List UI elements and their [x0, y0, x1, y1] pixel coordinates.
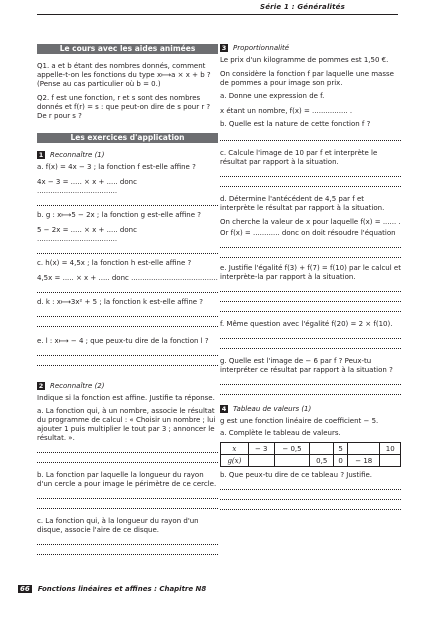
section-title-text: Reconnaître (1) [50, 151, 105, 159]
table-cell[interactable] [310, 443, 334, 455]
table-cell: x [221, 443, 249, 455]
answer-line[interactable] [37, 283, 218, 293]
page-footer [18, 585, 206, 593]
exercise-1d: d. k : x⟼3x² + 5 ; la fonction k est-elle affine ? [37, 298, 204, 306]
exercise-3c: c. Calcule l'image de 10 par f et interprète le résultat par rapport à la situation. [220, 149, 378, 166]
answer-line[interactable] [220, 329, 401, 339]
table-row [221, 443, 401, 455]
exercise-4-intro: g est une fonction linéaire de coefficient − 5. [220, 417, 379, 425]
exercise-1c-fill: 4,5x = ..... × x + ..... donc ....................................... [37, 274, 218, 282]
section-3-title [220, 44, 401, 52]
values-table [220, 442, 401, 467]
answer-line[interactable] [220, 490, 401, 500]
section-title-text: Proportionnalité [233, 44, 290, 52]
answer-line[interactable] [220, 248, 401, 258]
exercise-3d: d. Détermine l'antécédent de 4,5 par f et interprète le résultat par rapport à la situation. [220, 195, 385, 212]
exercise-3b: b. Quelle est la nature de cette fonction f ? [220, 120, 371, 128]
answer-line[interactable] [220, 500, 401, 510]
exercise-2c: c. La fonction qui, à la longueur du rayon d'un disque, associe l'aire de ce disque. [37, 517, 199, 534]
section-title-text: Tableau de valeurs (1) [233, 405, 312, 413]
table-cell: g(x) [221, 455, 249, 467]
section-number: 4 [221, 405, 227, 413]
table-cell[interactable]: − 18 [348, 455, 380, 467]
exercise-1e: e. l : x⟼ − 4 ; que peux-tu dire de la fonction l ? [37, 337, 209, 345]
answer-line[interactable] [220, 238, 401, 248]
table-cell[interactable] [380, 455, 401, 467]
answer-line[interactable] [37, 307, 218, 317]
exercise-1b: b. g : x⟼5 − 2x ; la fonction g est-elle affine ? [37, 211, 201, 219]
chapter-title: Fonctions linéaires et affines : Chapitre N8 [37, 585, 207, 593]
exercise-2-intro: Indique si la fonction est affine. Justifie ta réponse. [37, 394, 215, 402]
exercise-3f: f. Même question avec l'égalité f(20) = 2 × f(10). [220, 320, 393, 328]
section-title-text: Reconnaître (2) [50, 382, 105, 390]
table-cell[interactable]: 0,5 [310, 455, 334, 467]
page-number: 66 [20, 585, 30, 593]
answer-line[interactable] [37, 317, 218, 327]
exercise-3d-fill-2: Or f(x) = ............ donc on doit résoudre l'équation [220, 229, 396, 237]
exercise-4a: a. Complète le tableau de valeurs. [220, 429, 341, 437]
exercise-2a: a. La fonction qui, à un nombre, associe le résultat du programme de calcul : « Choisir un nombre ; lui ajouter 1 puis multiplier le tout par 3 ; annoncer le résultat. ». [37, 407, 216, 442]
table-cell[interactable] [248, 455, 274, 467]
answer-line[interactable] [220, 302, 401, 312]
exercise-3e: e. Justifie l'égalité f(3) + f(7) = f(10) par le calcul et interprète-la par rapport à la situation. [220, 264, 401, 281]
exercise-3d-fill-1: On cherche la valeur de x pour laquelle f(x) = ...... . [220, 218, 401, 226]
answer-line[interactable] [37, 545, 218, 555]
exercise-1c: c. h(x) = 4,5x ; la fonction h est-elle affine ? [37, 259, 192, 267]
series-title: Série 1 : Généralités [259, 3, 345, 11]
exercise-1a: a. f(x) = 4x − 3 ; la fonction f est-elle affine ? [37, 163, 196, 171]
answer-line[interactable] [37, 443, 218, 453]
answer-line[interactable] [37, 499, 218, 509]
exercise-2b: b. La fonction par laquelle la longueur du rayon d'un cercle a pour image le périmètre de ce cercle. [37, 471, 217, 488]
section-4-title [220, 405, 401, 413]
table-cell[interactable]: 0 [334, 455, 348, 467]
answer-line[interactable] [37, 346, 218, 356]
exercise-3a-fill: x étant un nombre, f(x) = ................ . [220, 107, 353, 115]
answer-line[interactable] [220, 480, 401, 490]
table-cell[interactable]: − 3 [248, 443, 274, 455]
answer-line[interactable] [220, 292, 401, 302]
section-number: 2 [38, 382, 44, 390]
answer-line[interactable] [220, 339, 401, 349]
section-number: 3 [221, 44, 227, 52]
question-q2: Q2. f est une fonction, r et s sont des nombres donnés et f(r) = s : que peut-on dire de s pour r ? De r pour s ? [37, 94, 211, 120]
answer-line[interactable] [220, 177, 401, 187]
section-2-title [37, 382, 218, 390]
answer-line[interactable] [220, 131, 401, 141]
section-1-title [37, 151, 218, 159]
answer-line[interactable] [220, 375, 401, 385]
page-header [0, 0, 435, 14]
answer-line[interactable] [220, 282, 401, 292]
exercise-3g: g. Quelle est l'image de − 6 par f ? Peux-tu interpréter ce résultat par rapport à la situation ? [220, 357, 393, 374]
table-cell[interactable]: 5 [334, 443, 348, 455]
exercise-4b: b. Que peux-tu dire de ce tableau ? Justifie. [220, 471, 373, 479]
question-q1: Q1. a et b étant des nombres donnés, comment appelle-t-on les fonctions du type x⟼a × x + b ? (Pense au cas particulier où b = 0.) [37, 62, 211, 88]
table-cell[interactable] [274, 455, 310, 467]
header-rule [37, 14, 398, 15]
answer-line[interactable] [37, 535, 218, 545]
exercise-3-intro-2: On considère la fonction f par laquelle une masse de pommes a pour image son prix. [220, 70, 394, 87]
table-row [221, 455, 401, 467]
answer-line[interactable] [37, 356, 218, 366]
exercises-banner: Les exercices d'application [37, 133, 218, 143]
exercise-3a: a. Donne une expression de f. [220, 92, 325, 100]
answer-line[interactable] [37, 244, 218, 254]
table-cell[interactable]: 10 [380, 443, 401, 455]
table-cell[interactable]: − 0,5 [274, 443, 310, 455]
answer-line[interactable] [220, 385, 401, 395]
left-column [37, 44, 218, 555]
table-cell[interactable] [348, 443, 380, 455]
right-column [220, 44, 401, 510]
exercise-1b-fill: 5 − 2x = ..... × x + ..... donc .................................... [37, 226, 137, 243]
answer-line[interactable] [37, 196, 218, 206]
answer-line[interactable] [37, 489, 218, 499]
answer-line[interactable] [37, 453, 218, 463]
course-banner: Le cours avec les aides animées [37, 44, 218, 54]
section-number: 1 [38, 151, 44, 159]
exercise-1a-fill: 4x − 3 = ..... × x + ..... donc .................................... [37, 178, 137, 195]
exercise-3-intro-1: Le prix d'un kilogramme de pommes est 1,50 €. [220, 56, 389, 64]
answer-line[interactable] [220, 167, 401, 177]
